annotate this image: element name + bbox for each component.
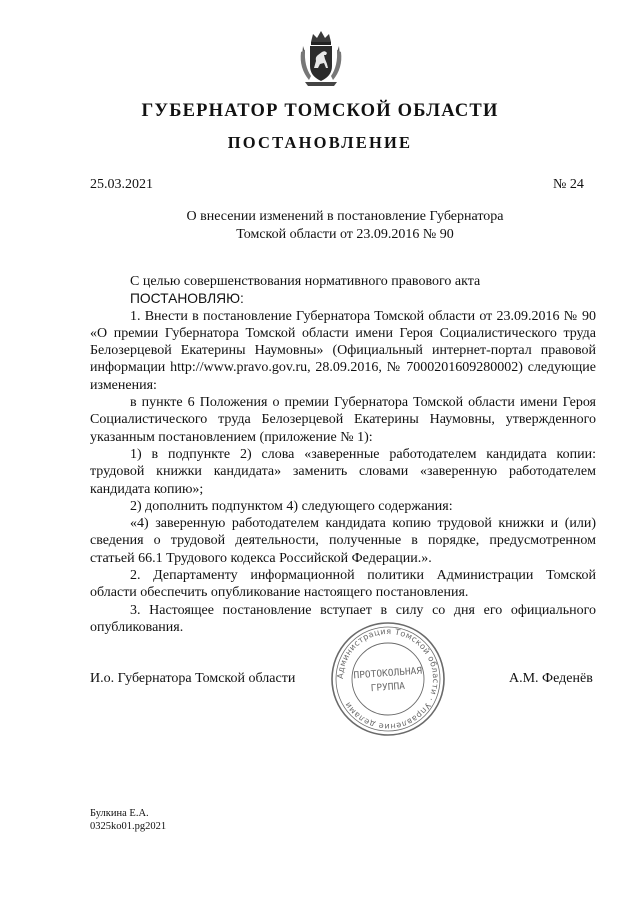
- subitem-1-paragraph: 1) в подпункте 2) слова «заверенные работодателем кандидата копии: трудовой книжки кандидата» заменить словами «заверенную работодателем кандидата копию»;: [90, 446, 596, 497]
- executor-name: Булкина Е.А.: [90, 808, 149, 819]
- document-number: № 24: [553, 177, 584, 192]
- document-date: 25.03.2021: [90, 177, 153, 192]
- item-2-paragraph: 2. Департаменту информационной политики Администрации Томской области обеспечить опубликование настоящего постановления.: [90, 568, 596, 601]
- subject-line-1: О внесении изменений в постановление Губернатора: [186, 209, 504, 224]
- coat-of-arms-emblem: [299, 28, 343, 88]
- signer-position: И.о. Губернатора Томской области: [90, 671, 296, 686]
- document-subject: [90, 208, 600, 243]
- official-stamp: [329, 620, 447, 738]
- item-3-paragraph: 3. Настоящее постановление вступает в силу со дня его официального опубликования.: [90, 602, 596, 635]
- document-type-title: ПОСТАНОВЛЕНИЕ: [227, 133, 413, 152]
- signer-name: А.М. Феденёв: [509, 671, 593, 686]
- preamble-paragraph: С целью совершенствования нормативного правового акта: [130, 274, 481, 289]
- subitem-2-text-paragraph: «4) заверенную работодателем кандидата копию трудовой книжки и (или) сведения о трудовой деятельности, полученные в порядке, предусмотренном статьей 66.1 Трудового кодекса Российской Федерации.».: [90, 516, 596, 566]
- document-body: [90, 273, 596, 636]
- item-1-paragraph: 1. Внести в постановление Губернатора Томской области от 23.09.2016 № 90 «О премии Губернатора Томской области имени Героя Социалистического труда Белозерцевой Екатерины Наумовны» (Официальный интернет-портал правовой информации http://www.pravo.gov.ru, 28.09.2016, № 7000201609280002) следующие изменения:: [90, 308, 596, 393]
- subitem-2-paragraph: 2) дополнить подпунктом 4) следующего содержания:: [130, 498, 453, 514]
- stamp-center-line-1: ПРОТОКОЛЬНАЯ: [353, 665, 423, 682]
- subject-line-2: Томской области от 23.09.2016 № 90: [236, 226, 454, 242]
- issuing-authority-title: ГУБЕРНАТОР ТОМСКОЙ ОБЛАСТИ: [141, 101, 499, 121]
- item-1-intro-paragraph: в пункте 6 Положения о премии Губернатора Томской области имени Героя Социалистического труда Белозерцевой Екатерины Наумовны, утвержденного указанным постановлением (приложение № 1):: [90, 395, 596, 445]
- stamp-center-line-2: ГРУППА: [370, 680, 406, 695]
- stamp-ring-text: Администрация Томской области · Управление делами: [334, 625, 442, 733]
- decree-word: ПОСТАНОВЛЯЮ:: [130, 291, 244, 307]
- file-code: 0325ko01.pg2021: [90, 821, 167, 832]
